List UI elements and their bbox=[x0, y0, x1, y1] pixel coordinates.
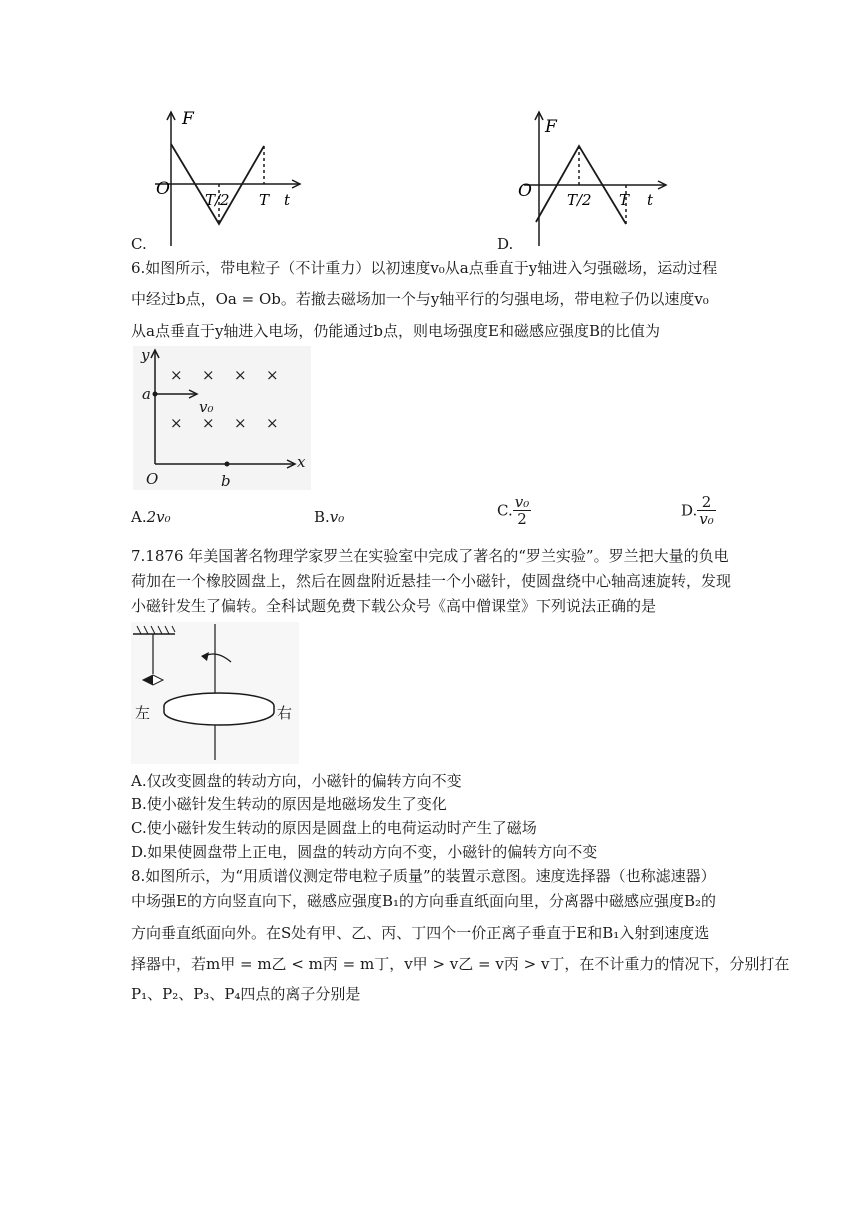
q8-line-3: 方向垂直纸面向外。在S处有甲、乙、丙、丁四个一价正离子垂直于E和B₁入射到速度选 bbox=[131, 924, 710, 942]
q7-left-label: 左 bbox=[135, 704, 151, 722]
q8-line-2: 中场强E的方向竖直向下，磁感应强度B₁的方向垂直纸面向里，分离器中磁感应强度B₂的 bbox=[131, 892, 717, 910]
graph-c-period-label: T bbox=[259, 191, 270, 209]
q7-option-d[interactable]: D.如果使圆盘带上正电，圆盘的转动方向不变，小磁针的偏转方向不变 bbox=[131, 843, 598, 861]
q6-option-b[interactable] bbox=[314, 507, 344, 527]
graph-c-option-label: C. bbox=[131, 235, 147, 253]
q6-option-c-label: C. bbox=[497, 501, 513, 520]
q6-v0-label: v₀ bbox=[199, 398, 214, 416]
graph-d-y-label: F bbox=[545, 117, 557, 137]
q6-b-label: b bbox=[221, 472, 231, 490]
graph-d-x-label: t bbox=[647, 191, 654, 209]
q6-option-d-numerator: 2 bbox=[697, 494, 716, 511]
graph-c-half-period-label: T/2 bbox=[205, 191, 230, 209]
q6-y-label: y bbox=[141, 346, 150, 364]
q6-field-mark: × bbox=[234, 366, 247, 384]
q6-field-mark: × bbox=[266, 366, 279, 384]
q7-option-a[interactable]: A.仅改变圆盘的转动方向，小磁针的偏转方向不变 bbox=[131, 772, 462, 790]
q6-option-d-label: D. bbox=[681, 501, 698, 520]
q6-option-b-value: v₀ bbox=[329, 508, 345, 526]
q6-option-a-label: A. bbox=[131, 508, 147, 526]
q6-field-mark: × bbox=[202, 366, 215, 384]
q8-line-4: 择器中，若m甲 = m乙 < m丙 = m丁，v甲 > v乙 = v丙 > v丁，在不计重力的情况下，分别打在 bbox=[131, 955, 790, 973]
q6-option-d-denominator: v₀ bbox=[699, 510, 714, 528]
graph-d-option-label: D. bbox=[497, 235, 514, 253]
graph-d-origin-label: O bbox=[518, 181, 532, 201]
q6-point-a bbox=[153, 392, 158, 397]
q6-figure bbox=[133, 346, 311, 490]
q8-line-5: P₁、P₂、P₃、P₄四点的离子分别是 bbox=[131, 985, 361, 1003]
q6-option-a[interactable] bbox=[131, 507, 171, 527]
q6-line-2: 中经过b点，Oa = Ob。若撤去磁场加一个与y轴平行的匀强电场，带电粒子仍以速度v₀ bbox=[131, 290, 709, 308]
q6-field-mark: × bbox=[266, 414, 279, 432]
q6-point-b bbox=[225, 462, 230, 467]
graph-c bbox=[155, 108, 315, 248]
q6-line-3: 从a点垂直于y轴进入电场，仍能通过b点，则电场强度E和磁感应强度B的比值为 bbox=[131, 322, 660, 340]
q6-option-d[interactable] bbox=[681, 494, 716, 527]
q6-option-a-value: 2v₀ bbox=[146, 508, 171, 526]
q7-line-1: 7.1876 年美国著名物理学家罗兰在实验室中完成了著名的“罗兰实验”。罗兰把大量的负电 bbox=[131, 547, 729, 565]
q7-right-label: 右 bbox=[277, 704, 293, 722]
graph-c-x-label: t bbox=[284, 191, 291, 209]
graph-d bbox=[516, 108, 676, 248]
q6-field-mark: × bbox=[202, 414, 215, 432]
q6-field-mark: × bbox=[170, 366, 183, 384]
q7-option-c[interactable]: C.使小磁针发生转动的原因是圆盘上的电荷运动时产生了磁场 bbox=[131, 819, 537, 837]
graph-d-half-period-label: T/2 bbox=[567, 191, 592, 209]
q7-option-b[interactable]: B.使小磁针发生转动的原因是地磁场发生了变化 bbox=[131, 795, 447, 813]
q6-x-label: x bbox=[297, 453, 306, 471]
q6-a-label: a bbox=[142, 385, 151, 403]
graph-c-origin-label: O bbox=[156, 179, 170, 199]
q7-line-3: 小磁针发生了偏转。全科试题免费下载公众号《高中僧课堂》下列说法正确的是 bbox=[131, 597, 657, 615]
q6-line-1: 6.如图所示，带电粒子（不计重力）以初速度v₀从a点垂直于y轴进入匀强磁场，运动过程 bbox=[131, 259, 718, 277]
q8-line-1: 8.如图所示，为“用质谱仪测定带电粒子质量”的装置示意图。速度选择器（也称滤速器） bbox=[131, 867, 716, 885]
graph-c-y-label: F bbox=[182, 109, 194, 129]
q6-field-mark: × bbox=[234, 414, 247, 432]
q6-option-c-denominator: 2 bbox=[517, 510, 527, 528]
q6-field-mark: × bbox=[170, 414, 183, 432]
q6-option-b-label: B. bbox=[314, 508, 330, 526]
q6-option-c-numerator: v₀ bbox=[514, 493, 530, 511]
q6-origin-label: O bbox=[146, 470, 159, 488]
graph-d-period-label: T bbox=[619, 191, 630, 209]
q7-figure bbox=[131, 622, 299, 764]
q6-option-c[interactable] bbox=[497, 494, 531, 527]
q7-line-2: 荷加在一个橡胶圆盘上，然后在圆盘附近悬挂一个小磁针，使圆盘绕中心轴高速旋转，发现 bbox=[131, 572, 732, 590]
